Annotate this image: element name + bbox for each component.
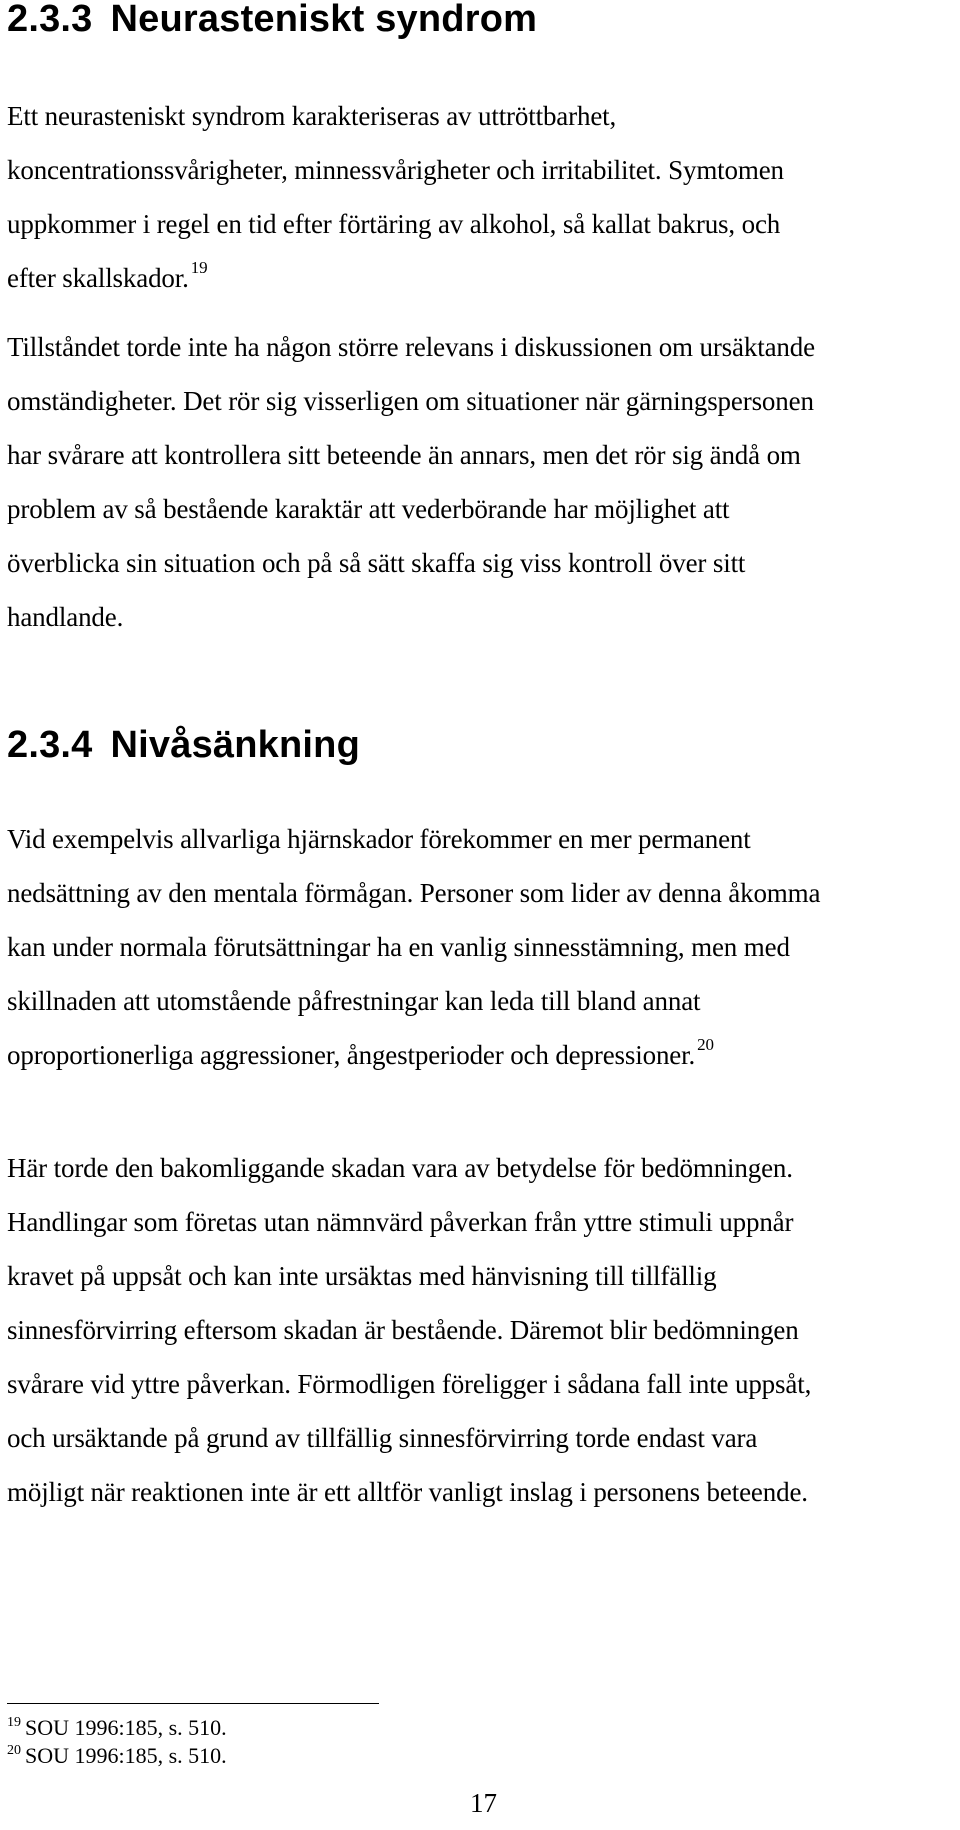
text-line: nedsättning av den mentala förmågan. Personer som lider av denna åkomma <box>7 878 821 908</box>
section-heading-2-3-3 <box>7 0 537 38</box>
text-line: Handlingar som företas utan nämnvärd påverkan från yttre stimuli uppnår <box>7 1207 794 1237</box>
text-line: och ursäktande på grund av tillfällig sinnesförvirring torde endast vara <box>7 1423 758 1453</box>
paragraph <box>7 89 784 305</box>
text-line: kravet på uppsåt och kan inte ursäktas med hänvisning till tillfällig <box>7 1261 717 1291</box>
text-line: omständigheter. Det rör sig visserligen om situationer när gärningspersonen <box>7 386 814 416</box>
text-line: Tillståndet torde inte ha någon större relevans i diskussionen om ursäktande <box>7 332 815 362</box>
text-line: Vid exempelvis allvarliga hjärnskador förekommer en mer permanent <box>7 824 751 854</box>
text-line: överblicka sin situation och på så sätt skaffa sig viss kontroll över sitt <box>7 548 746 578</box>
text-line: kan under normala förutsättningar ha en vanlig sinnesstämning, men med <box>7 932 790 962</box>
footnote-number: 19 <box>7 1715 21 1730</box>
footnote-number: 20 <box>7 1743 21 1758</box>
text-line: Ett neurasteniskt syndrom karakteriseras av uttröttbarhet, <box>7 101 617 131</box>
footnote-text: SOU 1996:185, s. 510. <box>25 1743 227 1768</box>
text-line: problem av så bestående karaktär att vederbörande har möjlighet att <box>7 494 730 524</box>
footnote-text: SOU 1996:185, s. 510. <box>25 1715 227 1740</box>
section-heading-2-3-4 <box>7 726 360 764</box>
section-number: 2.3.4 <box>7 724 93 766</box>
paragraph <box>7 1141 811 1519</box>
footnote-20 <box>7 1742 227 1770</box>
footnote-reference: 20 <box>697 1035 714 1054</box>
text-line: skillnaden att utomstående påfrestningar kan leda till bland annat <box>7 986 701 1016</box>
footnote-19 <box>7 1714 227 1742</box>
footnotes <box>7 1714 227 1770</box>
text-line: efter skallskador. <box>7 263 189 293</box>
section-title: Neurasteniskt syndrom <box>110 0 538 40</box>
footnote-reference: 19 <box>190 258 208 277</box>
footnote-divider <box>7 1703 379 1704</box>
page-number: 17 <box>470 1788 497 1818</box>
text-line: svårare vid yttre påverkan. Förmodligen föreligger i sådana fall inte uppsåt, <box>7 1369 812 1399</box>
text-line: handlande. <box>7 602 124 632</box>
text-line: möjligt när reaktionen inte är ett alltför vanligt inslag i personens beteende. <box>7 1477 808 1507</box>
paragraph <box>7 320 815 644</box>
text-line: oproportionerliga aggressioner, ångestperioder och depressioner. <box>7 1040 696 1070</box>
section-number: 2.3.3 <box>7 0 93 40</box>
text-line: Här torde den bakomliggande skadan vara av betydelse för bedömningen. <box>7 1153 793 1183</box>
text-line: koncentrationssvårigheter, minnessvårigheter och irritabilitet. Symtomen <box>7 155 784 185</box>
text-line: har svårare att kontrollera sitt beteende än annars, men det rör sig ändå om <box>7 440 801 470</box>
paragraph <box>7 812 820 1082</box>
text-line: uppkommer i regel en tid efter förtäring av alkohol, så kallat bakrus, och <box>7 209 781 239</box>
section-title: Nivåsänkning <box>110 724 361 766</box>
text-line: sinnesförvirring eftersom skadan är bestående. Däremot blir bedömningen <box>7 1315 799 1345</box>
